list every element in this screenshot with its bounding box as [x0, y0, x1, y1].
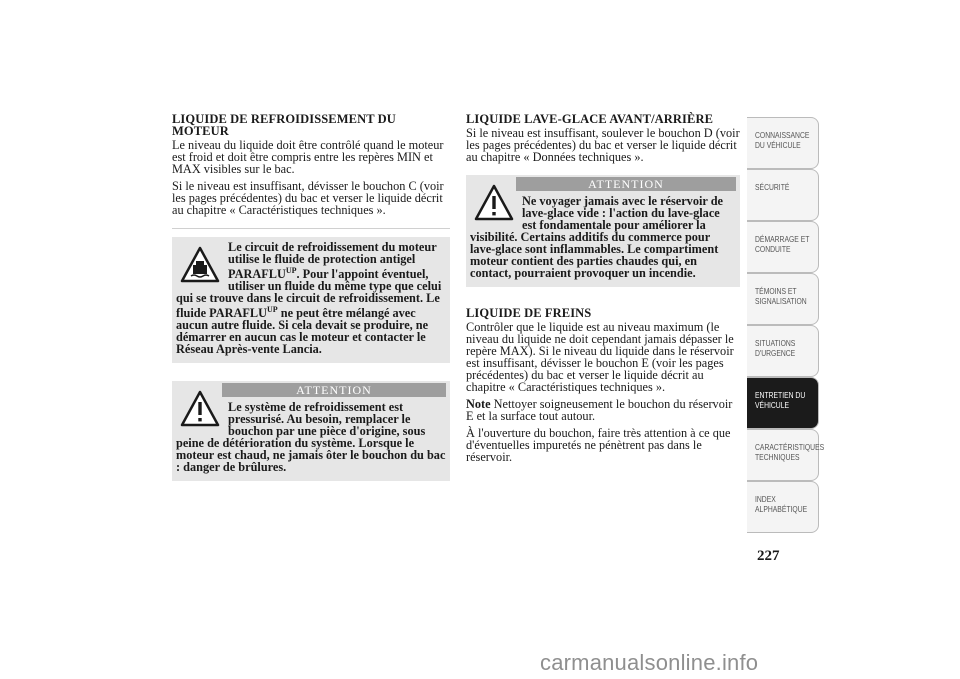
washer-warning-text: Ne voyager jamais avec le réservoir de lave-glace vide : l'action du lave-glace est fondamentale pour améliorer la visibilité. Certains additifs du commerce pour lave-glace sont inflammables. Le compartiment moteur contient des parties chaudes qui, en contact, pourraient provoquer un incendie.: [470, 194, 724, 280]
tab-temoins[interactable]: TÉMOINS ET SIGNALISATION: [747, 273, 819, 325]
brake-paragraph-1: Contrôler que le liquide est au niveau maximum (le niveau du liquide ne doit cependant jamais dépasser le repère MAX). Si le niveau du liquide dans le réservoir est insuffisant, dévisser le bouchon E (voir les pages précédentes) du bac et verser le liquide décrit au chapitre « Caractéristiques techniques ».: [466, 320, 734, 394]
coolant-paragraph-1: Le niveau du liquide doit être contrôlé quand le moteur est froid et doit être compris entre les repères MIN et MAX visibles sur le bac.: [172, 138, 444, 176]
tab-connaissance[interactable]: CONNAISSANCE DU VÉHICULE: [747, 117, 819, 169]
tab-securite[interactable]: SÉCURITÉ: [747, 169, 819, 221]
washer-warning-box: [466, 175, 740, 287]
left-column: [172, 113, 450, 491]
tab-entretien[interactable]: ENTRETIEN DU VÉHICULE: [747, 377, 819, 429]
tab-caracteristiques[interactable]: CARACTÉRISTIQUES TECHNIQUES: [747, 429, 819, 481]
coolant-note-text-b: . Pour l'appoint éventuel, utiliser un fluide du même type que celui qui se trouve dans le circuit de refroidissement. Le fluide PARAFLU: [176, 267, 442, 321]
tab-index[interactable]: INDEX ALPHABÉTIQUE: [747, 481, 819, 533]
separator: [172, 228, 450, 229]
warning-triangle-icon: [474, 183, 514, 223]
coolant-note-text-c: ne peut être mélangé avec aucun autre fluide. Si cela devait se produire, ne démarrer en aucun cas le moteur et contacter le Réseau Après-vente Lancia.: [176, 306, 429, 357]
note-text: Nettoyer soigneusement le bouchon du réservoir E et la surface tout autour.: [466, 397, 733, 423]
note-label: Note: [466, 397, 491, 411]
coolant-note-text-a: Le circuit de refroidissement du moteur utilise le fluide de protection antigel PARAFLU: [228, 240, 437, 282]
brake-note: [466, 398, 740, 422]
coolant-warning-text: Le système de refroidissement est pressurisé. Au besoin, remplacer le bouchon par une pièce d'origine, sous peine de détérioration du système. Lorsque le moteur est chaud, ne jamais ôter le bouchon du bac : danger de brûlures.: [176, 400, 446, 475]
chapter-tabs: [747, 117, 825, 533]
right-column: [466, 113, 740, 468]
warning-triangle-icon: [180, 389, 220, 429]
washer-paragraph-1: Si le niveau est insuffisant, soulever le bouchon D (voir les pages précédentes) du bac et verser le liquide décrit au chapitre « Données techniques ».: [466, 126, 740, 164]
warning-title: ATTENTION: [222, 383, 446, 397]
coolant-note-box: [172, 237, 450, 363]
coolant-paragraph-2: Si le niveau est insuffisant, dévisser le bouchon C (voir les pages précédentes) du bac et verser le liquide décrit au chapitre « Caractéristiques techniques ».: [172, 179, 444, 217]
warning-title: ATTENTION: [516, 177, 736, 191]
engine-hot-warning-icon: [180, 245, 220, 285]
washer-heading: LIQUIDE LAVE-GLACE AVANT/ARRIÈRE: [466, 112, 714, 126]
brake-heading: LIQUIDE DE FREINS: [466, 306, 592, 320]
brake-paragraph-3: À l'ouverture du bouchon, faire très attention à ce que d'éventuelles impuretés ne pénètrent pas dans le réservoir.: [466, 426, 731, 464]
superscript-up: UP: [266, 305, 278, 315]
page-number: 227: [757, 548, 780, 564]
coolant-warning-box: [172, 381, 450, 481]
tab-demarrage[interactable]: DÉMARRAGE ET CONDUITE: [747, 221, 819, 273]
tab-situations[interactable]: SITUATIONS D'URGENCE: [747, 325, 819, 377]
superscript-up: UP: [285, 266, 297, 275]
watermark: carmanualsonline.info: [540, 650, 759, 675]
coolant-heading: LIQUIDE DE REFROIDISSEMENT DU MOTEUR: [172, 112, 396, 138]
